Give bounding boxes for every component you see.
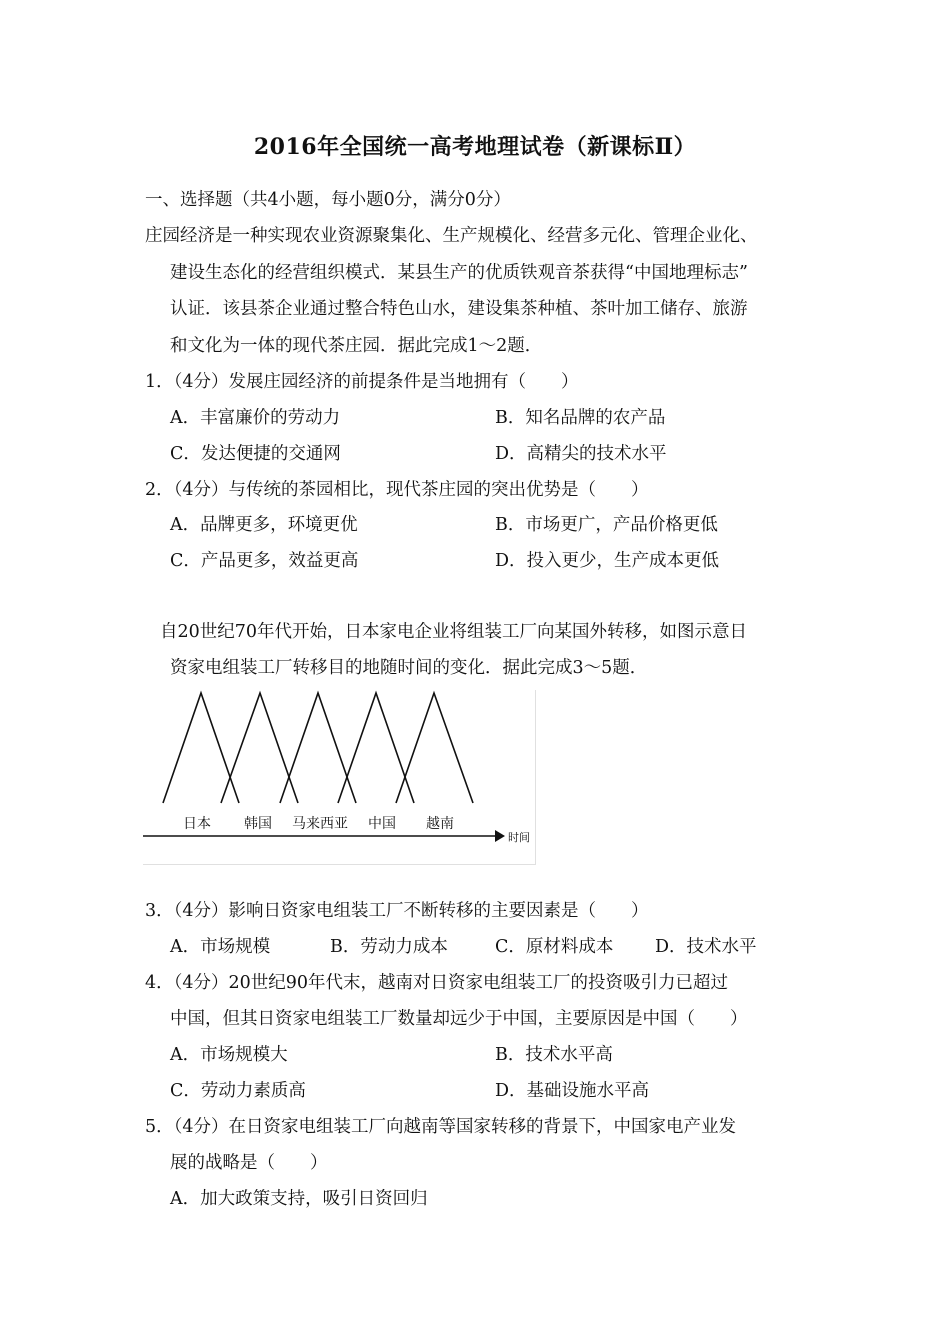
q2-option-c: C．产品更多，效益更高 — [170, 551, 359, 571]
q4-option-b: B．技术水平高 — [495, 1045, 613, 1065]
label-malaysia: 马来西亚 — [292, 816, 348, 832]
q5-stem-line2: 展的战略是（ ） — [170, 1153, 328, 1173]
page-title: 2016年全国统一高考地理试卷（新课标Ⅱ） — [253, 134, 697, 160]
q4-option-d: D．基础设施水平高 — [495, 1081, 650, 1101]
passage1-line2: 建设生态化的经营组织模式．某县生产的优质铁观音茶获得“中国地理标志” — [170, 263, 748, 283]
label-china: 中国 — [368, 816, 396, 832]
q3-option-a: A．市场规模 — [170, 937, 271, 957]
passage1-line4: 和文化为一体的现代茶庄园．据此完成1～2题． — [170, 336, 543, 356]
q4-stem-line1: 4．（4分）20世纪90年代末，越南对日资家电组装工厂的投资吸引力已超过 — [145, 973, 729, 993]
label-korea: 韩国 — [244, 816, 272, 832]
q1-option-c: C．发达便捷的交通网 — [170, 444, 341, 464]
q4-option-a: A．市场规模大 — [170, 1045, 288, 1065]
q2-stem: 2．（4分）与传统的茶园相比，现代茶庄园的突出优势是（ ） — [145, 480, 649, 500]
q5-option-a: A．加大政策支持，吸引日资回归 — [170, 1189, 428, 1209]
label-japan: 日本 — [183, 816, 211, 832]
passage2-line1: 自20世纪70年代开始，日本家电企业将组装工厂向某国外转移，如图示意日 — [160, 622, 748, 642]
peak-malaysia — [280, 693, 356, 803]
q1-option-b: B．知名品牌的农产品 — [495, 408, 666, 428]
passage1-line3: 认证．该县茶企业通过整合特色山水，建设集茶种植、茶叶加工储存、旅游 — [170, 299, 748, 319]
q2-option-a: A．品牌更多，环境更优 — [170, 515, 358, 535]
peak-china — [338, 693, 414, 803]
q2-option-b: B．市场更广，产品价格更低 — [495, 515, 718, 535]
q1-stem: 1．（4分）发展庄园经济的前提条件是当地拥有（ ） — [145, 372, 579, 392]
axis-label-time: 时间 — [508, 831, 530, 844]
arrow-head — [495, 830, 505, 842]
passage1-line1: 庄园经济是一种实现农业资源聚集化、生产规模化、经营多元化、管理企业化、 — [145, 226, 758, 246]
q1-option-d: D．高精尖的技术水平 — [495, 444, 667, 464]
q3-option-c: C．原材料成本 — [495, 937, 614, 957]
passage2-line2: 资家电组装工厂转移目的地随时间的变化．据此完成3～5题． — [170, 658, 648, 678]
section-heading: 一、选择题（共4小题，每小题0分，满分0分） — [145, 190, 511, 210]
q3-option-d: D．技术水平 — [655, 937, 757, 957]
transfer-diagram — [143, 690, 536, 865]
q3-stem: 3．（4分）影响日资家电组装工厂不断转移的主要因素是（ ） — [145, 901, 649, 921]
q4-stem-line2: 中国，但其日资家电组装工厂数量却远少于中国，主要原因是中国（ ） — [170, 1009, 748, 1029]
q1-option-a: A．丰富廉价的劳动力 — [170, 408, 341, 428]
q4-option-c: C．劳动力素质高 — [170, 1081, 306, 1101]
q2-option-d: D．投入更少，生产成本更低 — [495, 551, 720, 571]
label-vietnam: 越南 — [426, 816, 454, 832]
q3-option-b: B．劳动力成本 — [330, 937, 448, 957]
q5-stem-line1: 5．（4分）在日资家电组装工厂向越南等国家转移的背景下，中国家电产业发 — [145, 1117, 737, 1137]
